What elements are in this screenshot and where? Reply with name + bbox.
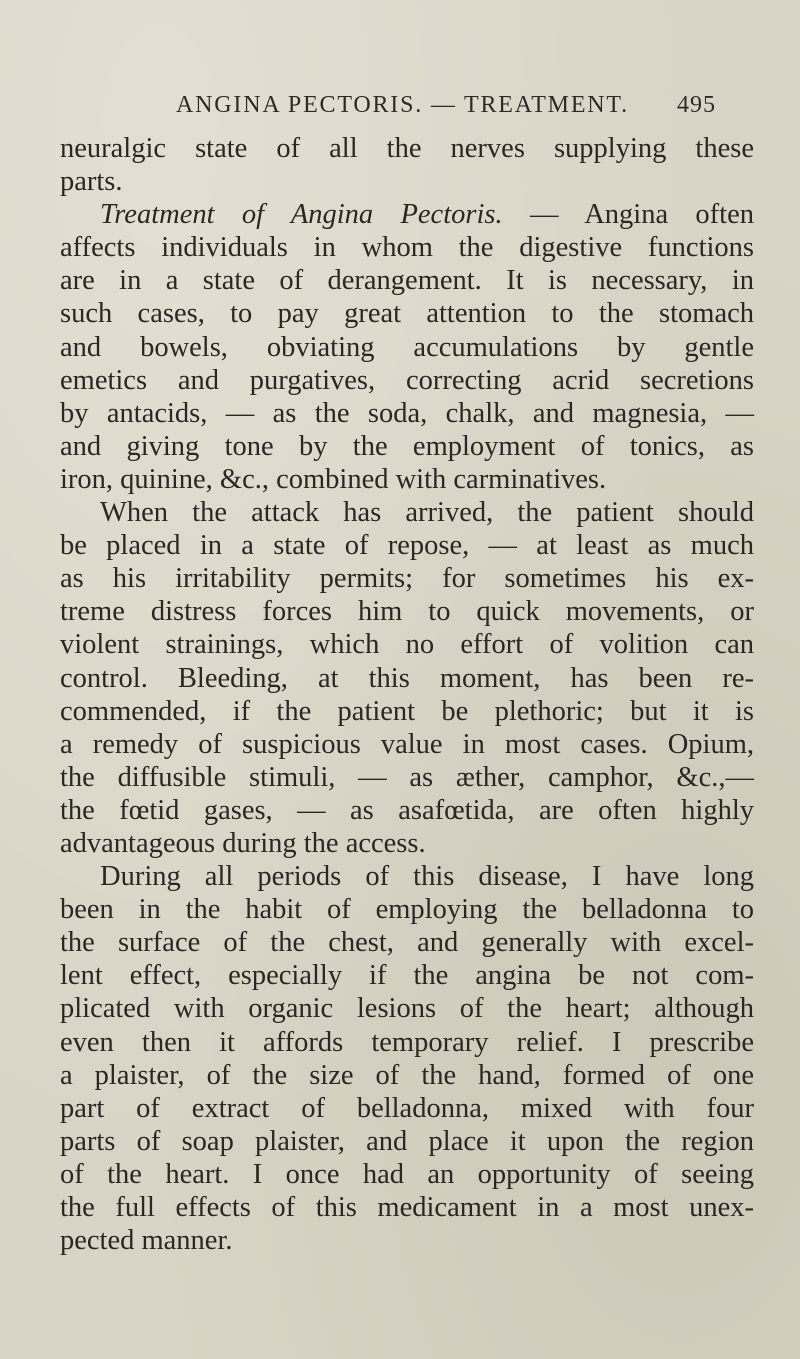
text-line: control. Bleeding, at this moment, has been re- <box>60 662 754 694</box>
text-line: neuralgic state of all the nerves supplying these <box>60 133 754 164</box>
text-line: such cases, to pay great attention to the stomach <box>60 298 754 330</box>
running-head-title: ANGINA PECTORIS. — TREATMENT. <box>176 92 629 118</box>
text-line: part of extract of belladonna, mixed with four <box>60 1092 754 1124</box>
page-number: 495 <box>677 92 716 118</box>
text-line: the fœtid gases, — as asafœtida, are often highly <box>60 794 754 826</box>
text-line: a remedy of suspicious value in most cases. Opium, <box>60 728 754 760</box>
body-text <box>60 132 754 1257</box>
text-line: and bowels, obviating accumulations by gentle <box>60 331 754 363</box>
treatment-paragraph-first-line <box>60 198 754 231</box>
text-line: even then it affords temporary relief. I prescribe <box>60 1026 754 1058</box>
text-line: emetics and purgatives, correcting acrid secretions <box>60 364 754 396</box>
text-line: as his irritability permits; for sometimes his ex- <box>60 563 754 595</box>
text-line: advantageous during the access. <box>60 827 426 859</box>
section-heading: Treatment of Angina Pectoris. <box>100 199 503 231</box>
text-line: commended, if the patient be plethoric; but it is <box>60 695 754 727</box>
text-line: been in the habit of employing the belladonna to <box>60 894 754 926</box>
text-line: by antacids, — as the soda, chalk, and magnesia, — <box>60 397 754 429</box>
text-line: lent effect, especially if the angina be not com- <box>60 960 754 992</box>
text-line: the full effects of this medicament in a most unex- <box>60 1192 754 1223</box>
text-line: of the heart. I once had an opportunity of seeing <box>60 1158 754 1190</box>
text-line: are in a state of derangement. It is necessary, in <box>60 265 754 297</box>
section-heading-continuation: — Angina often <box>502 199 754 231</box>
text-line: the diffusible stimuli, — as æther, camphor, &c.,— <box>60 761 754 793</box>
text-line: pected manner. <box>60 1225 233 1257</box>
text-line: parts of soap plaister, and place it upon the region <box>60 1125 754 1157</box>
text-line: When the attack has arrived, the patient should <box>100 497 754 529</box>
running-head <box>176 92 716 132</box>
text-line: the surface of the chest, and generally with excel- <box>60 927 754 959</box>
text-line: violent strainings, which no effort of volition can <box>60 629 754 661</box>
text-line: a plaister, of the size of the hand, formed of one <box>60 1059 754 1091</box>
text-line: During all periods of this disease, I have long <box>100 861 754 893</box>
text-line: parts. <box>60 166 123 198</box>
text-line: affects individuals in whom the digestive functions <box>60 232 754 264</box>
text-line: be placed in a state of repose, — at least as much <box>60 530 754 562</box>
text-line: treme distress forces him to quick movements, or <box>60 596 754 628</box>
text-line: and giving tone by the employment of tonics, as <box>60 430 754 462</box>
text-line: plicated with organic lesions of the heart; although <box>60 993 754 1025</box>
text-line: iron, quinine, &c., combined with carminatives. <box>60 463 607 495</box>
